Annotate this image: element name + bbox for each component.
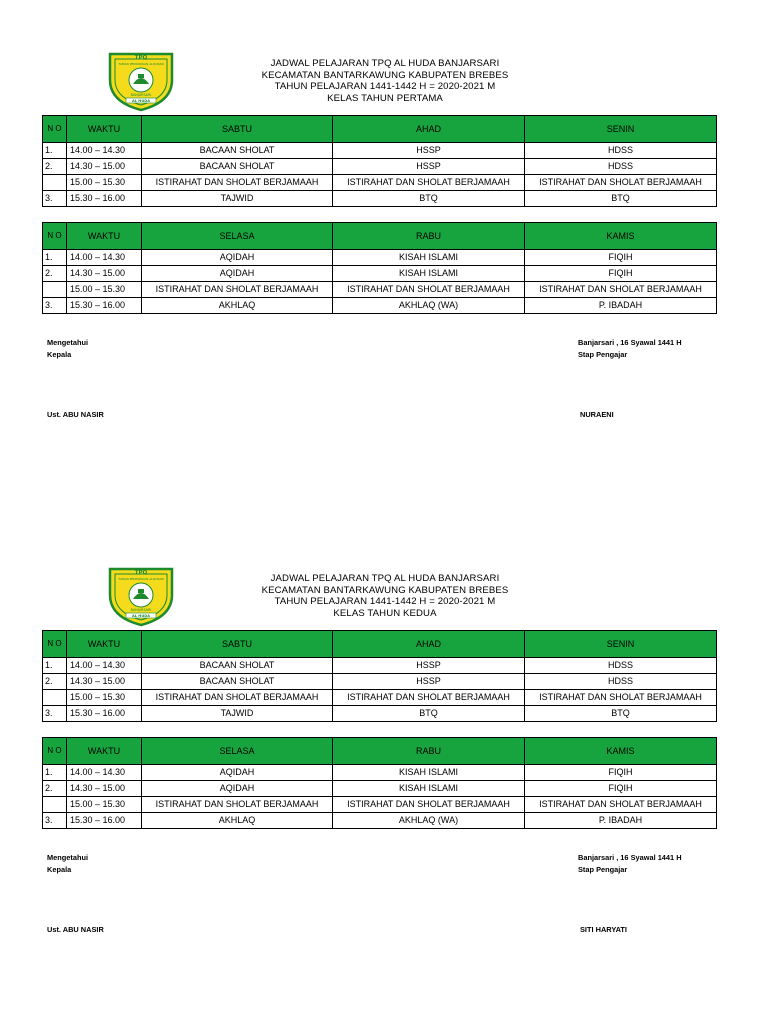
cell-subject: BACAAN SHOLAT bbox=[142, 674, 333, 690]
header-day: KAMIS bbox=[525, 738, 717, 765]
sig-date: Banjarsari , 16 Syawal 1441 H bbox=[578, 853, 682, 862]
table-header-row bbox=[43, 738, 717, 765]
signature-left-name: Ust. ABU NASIR bbox=[47, 925, 104, 934]
schedule-title-block bbox=[200, 58, 570, 104]
cell-subject: BACAAN SHOLAT bbox=[142, 658, 333, 674]
cell-no: 3. bbox=[43, 298, 67, 314]
header-waktu: WAKTU bbox=[67, 738, 142, 765]
signature-left bbox=[47, 852, 88, 876]
svg-text:TAMAN PENDIDIKAN ALQURAN: TAMAN PENDIDIKAN ALQURAN bbox=[118, 577, 164, 581]
title-line: JADWAL PELAJARAN TPQ AL HUDA BANJARSARI bbox=[270, 573, 500, 584]
table-row bbox=[43, 282, 717, 298]
table-header-row bbox=[43, 631, 717, 658]
cell-no: 2. bbox=[43, 781, 67, 797]
header-day: SENIN bbox=[525, 116, 717, 143]
sig-role: Kepala bbox=[47, 350, 72, 359]
cell-no: 2. bbox=[43, 159, 67, 175]
cell-no: 2. bbox=[43, 266, 67, 282]
cell-time: 15.00 – 15.30 bbox=[67, 690, 142, 706]
cell-time: 15.30 – 16.00 bbox=[67, 813, 142, 829]
header-day: SELASA bbox=[142, 223, 333, 250]
table-header-row bbox=[43, 116, 717, 143]
cell-subject: ISTIRAHAT DAN SHOLAT BERJAMAAH bbox=[333, 282, 525, 298]
cell-no: 1. bbox=[43, 143, 67, 159]
cell-subject: KISAH ISLAMI bbox=[333, 266, 525, 282]
cell-subject: BACAAN SHOLAT bbox=[142, 143, 333, 159]
cell-no: 1. bbox=[43, 658, 67, 674]
table-row bbox=[43, 674, 717, 690]
cell-subject: FIQIH bbox=[525, 765, 717, 781]
cell-subject: HDSS bbox=[525, 674, 717, 690]
cell-subject: ISTIRAHAT DAN SHOLAT BERJAMAAH bbox=[142, 690, 333, 706]
sig-date: Banjarsari , 16 Syawal 1441 H bbox=[578, 338, 682, 347]
schedule-table-sabtu-senin bbox=[42, 115, 717, 207]
table-row bbox=[43, 175, 717, 191]
cell-subject: ISTIRAHAT DAN SHOLAT BERJAMAAH bbox=[142, 282, 333, 298]
table-row bbox=[43, 781, 717, 797]
cell-subject: ISTIRAHAT DAN SHOLAT BERJAMAAH bbox=[525, 282, 717, 298]
cell-subject: P. IBADAH bbox=[525, 298, 717, 314]
cell-time: 14.30 – 15.00 bbox=[67, 781, 142, 797]
cell-time: 14.30 – 15.00 bbox=[67, 266, 142, 282]
cell-subject: AKHLAQ (WA) bbox=[333, 298, 525, 314]
table-row bbox=[43, 690, 717, 706]
cell-subject: HSSP bbox=[333, 658, 525, 674]
cell-subject: HDSS bbox=[525, 658, 717, 674]
header-day: SENIN bbox=[525, 631, 717, 658]
tpq-logo-emblem bbox=[106, 565, 176, 627]
cell-no: 3. bbox=[43, 813, 67, 829]
svg-text:BANJARSARI: BANJARSARI bbox=[130, 93, 152, 97]
svg-text:AL HUDA: AL HUDA bbox=[131, 99, 151, 103]
title-line: TAHUN PELAJARAN 1441-1442 H = 2020-2021 M bbox=[274, 81, 496, 93]
schedule-title-block bbox=[200, 573, 570, 619]
header-day: AHAD bbox=[333, 116, 525, 143]
header-day: SELASA bbox=[142, 738, 333, 765]
table-row bbox=[43, 706, 717, 722]
cell-subject: HSSP bbox=[333, 159, 525, 175]
cell-subject: FIQIH bbox=[525, 250, 717, 266]
signature-right bbox=[578, 852, 682, 876]
cell-time: 15.00 – 15.30 bbox=[67, 797, 142, 813]
table-row bbox=[43, 143, 717, 159]
cell-subject: TAJWID bbox=[142, 191, 333, 207]
title-line: KELAS TAHUN KEDUA bbox=[333, 607, 437, 619]
signature-right-name: SITI HARYATI bbox=[580, 925, 627, 934]
cell-subject: BACAAN SHOLAT bbox=[142, 159, 333, 175]
schedule-table-selasa-kamis bbox=[42, 222, 717, 314]
cell-subject: KISAH ISLAMI bbox=[333, 250, 525, 266]
table-row bbox=[43, 266, 717, 282]
cell-no: 1. bbox=[43, 250, 67, 266]
schedule-table-sabtu-senin bbox=[42, 630, 717, 722]
cell-subject: ISTIRAHAT DAN SHOLAT BERJAMAAH bbox=[333, 175, 525, 191]
cell-subject: BTQ bbox=[333, 191, 525, 207]
cell-subject: BTQ bbox=[525, 191, 717, 207]
sig-role: Stap Pengajar bbox=[578, 350, 628, 359]
cell-subject: HSSP bbox=[333, 674, 525, 690]
cell-no bbox=[43, 282, 67, 298]
header-day: KAMIS bbox=[525, 223, 717, 250]
svg-text:TPQ: TPQ bbox=[134, 55, 148, 61]
signature-left-name: Ust. ABU NASIR bbox=[47, 410, 104, 419]
table-row bbox=[43, 298, 717, 314]
svg-text:TAMAN PENDIDIKAN ALQURAN: TAMAN PENDIDIKAN ALQURAN bbox=[118, 62, 164, 66]
cell-time: 15.00 – 15.30 bbox=[67, 175, 142, 191]
cell-time: 15.30 – 16.00 bbox=[67, 706, 142, 722]
cell-subject: BTQ bbox=[333, 706, 525, 722]
cell-subject: AQIDAH bbox=[142, 781, 333, 797]
header-waktu: WAKTU bbox=[67, 223, 142, 250]
cell-time: 14.00 – 14.30 bbox=[67, 658, 142, 674]
sig-label: Mengetahui bbox=[47, 853, 89, 862]
cell-subject: HSSP bbox=[333, 143, 525, 159]
signature-left bbox=[47, 337, 88, 361]
svg-text:TPQ: TPQ bbox=[134, 570, 148, 576]
cell-subject: HDSS bbox=[525, 159, 717, 175]
header-waktu: WAKTU bbox=[67, 631, 142, 658]
cell-subject: ISTIRAHAT DAN SHOLAT BERJAMAAH bbox=[525, 690, 717, 706]
cell-subject: AQIDAH bbox=[142, 765, 333, 781]
cell-subject: FIQIH bbox=[525, 781, 717, 797]
svg-text:AL HUDA: AL HUDA bbox=[131, 614, 151, 618]
header-day: SABTU bbox=[142, 116, 333, 143]
signature-right-name: NURAENI bbox=[580, 410, 614, 419]
title-line: KELAS TAHUN PERTAMA bbox=[327, 92, 443, 104]
table-row bbox=[43, 658, 717, 674]
table-row bbox=[43, 250, 717, 266]
cell-subject: AKHLAQ (WA) bbox=[333, 813, 525, 829]
cell-no: 3. bbox=[43, 191, 67, 207]
cell-subject: BTQ bbox=[525, 706, 717, 722]
cell-subject: ISTIRAHAT DAN SHOLAT BERJAMAAH bbox=[142, 175, 333, 191]
cell-subject: AKHLAQ bbox=[142, 813, 333, 829]
title-line: JADWAL PELAJARAN TPQ AL HUDA BANJARSARI bbox=[270, 58, 500, 69]
tpq-logo-emblem bbox=[106, 50, 176, 112]
cell-subject: TAJWID bbox=[142, 706, 333, 722]
svg-text:BANJARSARI: BANJARSARI bbox=[130, 608, 152, 612]
signature-right bbox=[578, 337, 682, 361]
schedule-table-selasa-kamis bbox=[42, 737, 717, 829]
header-no: N O bbox=[43, 223, 67, 250]
cell-time: 14.00 – 14.30 bbox=[67, 143, 142, 159]
cell-subject: ISTIRAHAT DAN SHOLAT BERJAMAAH bbox=[525, 797, 717, 813]
header-day: RABU bbox=[333, 738, 525, 765]
cell-subject: P. IBADAH bbox=[525, 813, 717, 829]
cell-no: 3. bbox=[43, 706, 67, 722]
table-row bbox=[43, 191, 717, 207]
cell-subject: ISTIRAHAT DAN SHOLAT BERJAMAAH bbox=[525, 175, 717, 191]
title-line: KECAMATAN BANTARKAWUNG KABUPATEN BREBES bbox=[261, 69, 509, 81]
cell-subject: HDSS bbox=[525, 143, 717, 159]
header-no: N O bbox=[43, 631, 67, 658]
cell-subject: AQIDAH bbox=[142, 266, 333, 282]
table-row bbox=[43, 797, 717, 813]
header-waktu: WAKTU bbox=[67, 116, 142, 143]
sig-role: Kepala bbox=[47, 865, 72, 874]
cell-subject: ISTIRAHAT DAN SHOLAT BERJAMAAH bbox=[333, 797, 525, 813]
sig-label: Mengetahui bbox=[47, 338, 89, 347]
table-row bbox=[43, 765, 717, 781]
cell-subject: ISTIRAHAT DAN SHOLAT BERJAMAAH bbox=[333, 690, 525, 706]
cell-time: 15.00 – 15.30 bbox=[67, 282, 142, 298]
cell-subject: ISTIRAHAT DAN SHOLAT BERJAMAAH bbox=[142, 797, 333, 813]
header-day: RABU bbox=[333, 223, 525, 250]
header-no: N O bbox=[43, 738, 67, 765]
cell-time: 15.30 – 16.00 bbox=[67, 191, 142, 207]
header-no: N O bbox=[43, 116, 67, 143]
cell-time: 14.30 – 15.00 bbox=[67, 159, 142, 175]
sig-role: Stap Pengajar bbox=[578, 865, 628, 874]
cell-time: 14.00 – 14.30 bbox=[67, 765, 142, 781]
cell-time: 14.30 – 15.00 bbox=[67, 674, 142, 690]
table-row bbox=[43, 813, 717, 829]
cell-no bbox=[43, 175, 67, 191]
cell-subject: KISAH ISLAMI bbox=[333, 781, 525, 797]
cell-no: 1. bbox=[43, 765, 67, 781]
cell-no bbox=[43, 690, 67, 706]
table-header-row bbox=[43, 223, 717, 250]
title-line: TAHUN PELAJARAN 1441-1442 H = 2020-2021 M bbox=[274, 596, 496, 608]
cell-time: 15.30 – 16.00 bbox=[67, 298, 142, 314]
cell-subject: KISAH ISLAMI bbox=[333, 765, 525, 781]
title-line: KECAMATAN BANTARKAWUNG KABUPATEN BREBES bbox=[261, 584, 509, 596]
cell-no bbox=[43, 797, 67, 813]
cell-subject: AQIDAH bbox=[142, 250, 333, 266]
header-day: AHAD bbox=[333, 631, 525, 658]
cell-subject: AKHLAQ bbox=[142, 298, 333, 314]
table-row bbox=[43, 159, 717, 175]
cell-time: 14.00 – 14.30 bbox=[67, 250, 142, 266]
cell-no: 2. bbox=[43, 674, 67, 690]
cell-subject: FIQIH bbox=[525, 266, 717, 282]
header-day: SABTU bbox=[142, 631, 333, 658]
